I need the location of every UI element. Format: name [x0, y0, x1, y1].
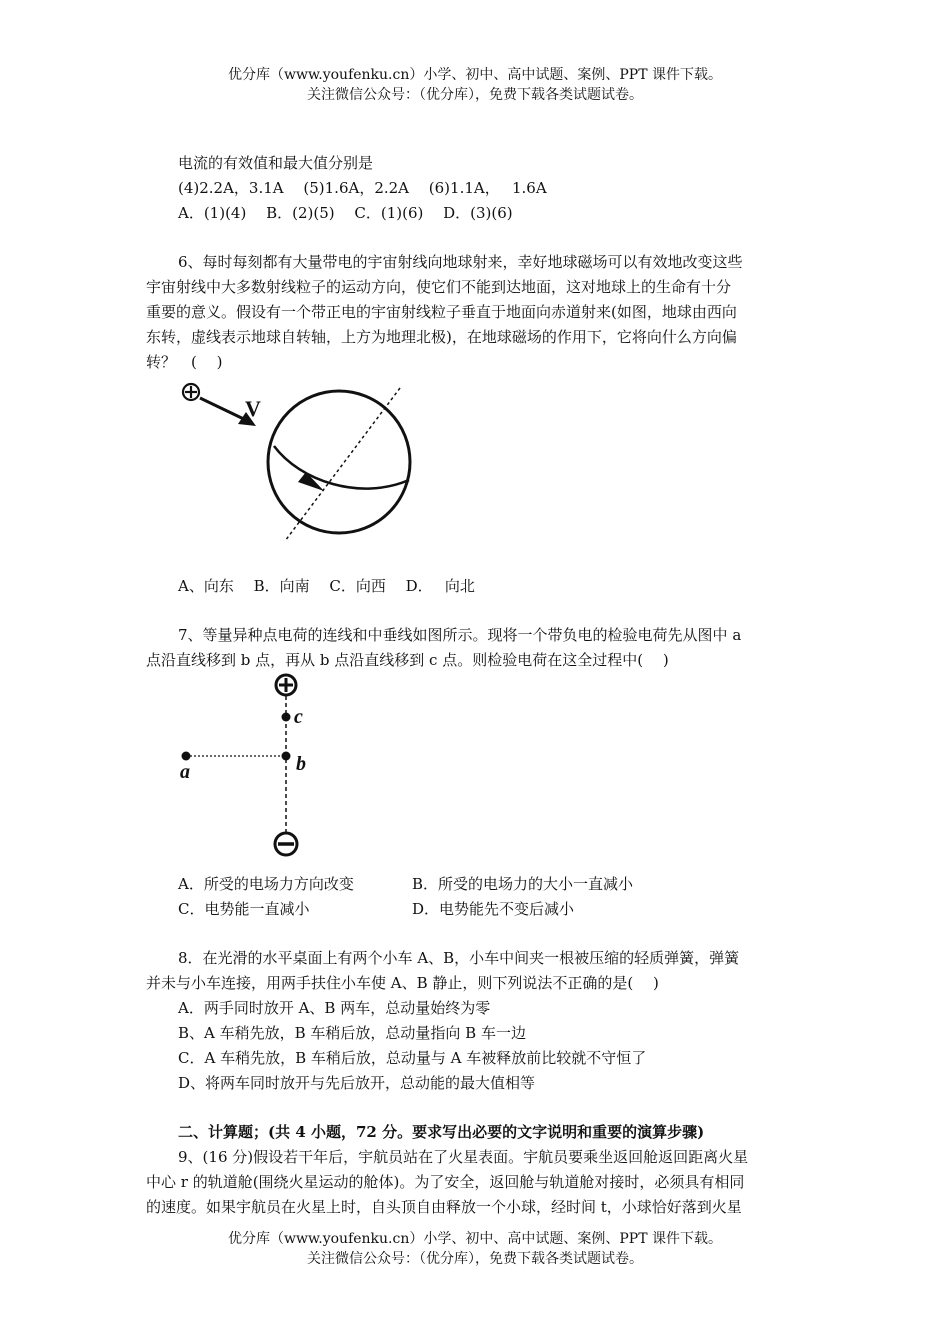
q8-option-d: D、将两车同时放开与先后放开，总动能的最大值相等 [178, 1074, 536, 1092]
q5-values: (4)2.2A，3.1A (5)1.6A，2.2A (6)1.1A， 1.6A [178, 179, 547, 197]
q6-figure-earth [170, 376, 420, 546]
point-a [182, 752, 191, 761]
q9-line-1: 9、(16 分)假设若干年后，宇航员站在了火星表面。宇航员要乘坐返回舱返回距离火星 [178, 1148, 749, 1166]
q8-option-c: C．A 车稍先放，B 车稍后放，总动量与 A 车被释放前比较就不守恒了 [178, 1049, 647, 1067]
header-line-2: 关注微信公众号：（优分库），免费下载各类试题试卷。 [307, 87, 643, 103]
q5-options: A．(1)(4) B．(2)(5) C．(1)(6) D．(3)(6) [178, 204, 513, 222]
q7-option-a: A．所受的电场力方向改变 [178, 875, 354, 893]
q6-line-4: 东转，虚线表示地球自转轴，上方为地理北极)，在地球磁场的作用下，它将向什么方向偏 [146, 328, 737, 346]
velocity-label: V [245, 396, 261, 421]
q9-line-2: 中心 r 的轨道舱(围绕火星运动的舱体)。为了安全，返回舱与轨道舱对接时，必须具有相同 [146, 1173, 745, 1191]
q8-line-1: 8．在光滑的水平桌面上有两个小车 A、B，小车中间夹一根被压缩的轻质弹簧，弹簧 [178, 949, 740, 967]
q6-line-5: 转？ ( ) [146, 353, 223, 371]
q7-line-1: 7、等量异种点电荷的连线和中垂线如图所示。现将一个带负电的检验电荷先从图中 a [178, 626, 742, 644]
q8-option-b: B、A 车稍先放，B 车稍后放，总动量指向 B 车一边 [178, 1024, 526, 1042]
q9-line-3: 的速度。如果宇航员在火星上时，自头顶自由释放一个小球，经时间 t，小球恰好落到火星 [146, 1198, 742, 1216]
q7-line-2: 点沿直线移到 b 点，再从 b 点沿直线移到 c 点。则检验电荷在这全过程中( ) [146, 651, 669, 669]
q6-line-1: 6、每时每刻都有大量带电的宇宙射线向地球射来，幸好地球磁场可以有效地改变这些 [178, 253, 743, 271]
q7-option-c: C．电势能一直减小 [178, 900, 310, 918]
q6-line-2: 宇宙射线中大多数射线粒子的运动方向，使它们不能到达地面，这对地球上的生命有十分 [146, 278, 732, 296]
q6-options: A、向东 B．向南 C．向西 D． 向北 [178, 577, 475, 595]
footer-line-1: 优分库（www.youfenku.cn）小学、初中、高中试题、案例、PPT 课件下载。 [227, 1231, 722, 1247]
q5-text: 电流的有效值和最大值分别是 [178, 154, 374, 172]
q6-line-3: 重要的意义。假设有一个带正电的宇宙射线粒子垂直于地面向赤道射来(如图，地球由西向 [146, 303, 737, 321]
label-a: a [180, 761, 190, 783]
label-b: b [296, 753, 306, 775]
q7-figure-charges [170, 672, 330, 862]
point-c [282, 713, 291, 722]
point-b [282, 752, 291, 761]
q8-option-a: A．两手同时放开 A、B 两车，总动量始终为零 [178, 999, 491, 1017]
header-line-1: 优分库（www.youfenku.cn）小学、初中、高中试题、案例、PPT 课件下载。 [227, 67, 722, 83]
section2-title: 二、计算题；(共 4 小题，72 分。要求写出必要的文字说明和重要的演算步骤) [178, 1123, 705, 1141]
footer-line-2: 关注微信公众号：（优分库），免费下载各类试题试卷。 [307, 1251, 643, 1267]
q8-line-2: 并未与小车连接，用两手扶住小车使 A、B 静止，则下列说法不正确的是( ) [146, 974, 659, 992]
equator-curve [274, 446, 409, 489]
q7-option-d: D．电势能先不变后减小 [412, 900, 575, 918]
label-c: c [294, 706, 303, 728]
q7-option-b: B．所受的电场力的大小一直减小 [412, 875, 634, 893]
